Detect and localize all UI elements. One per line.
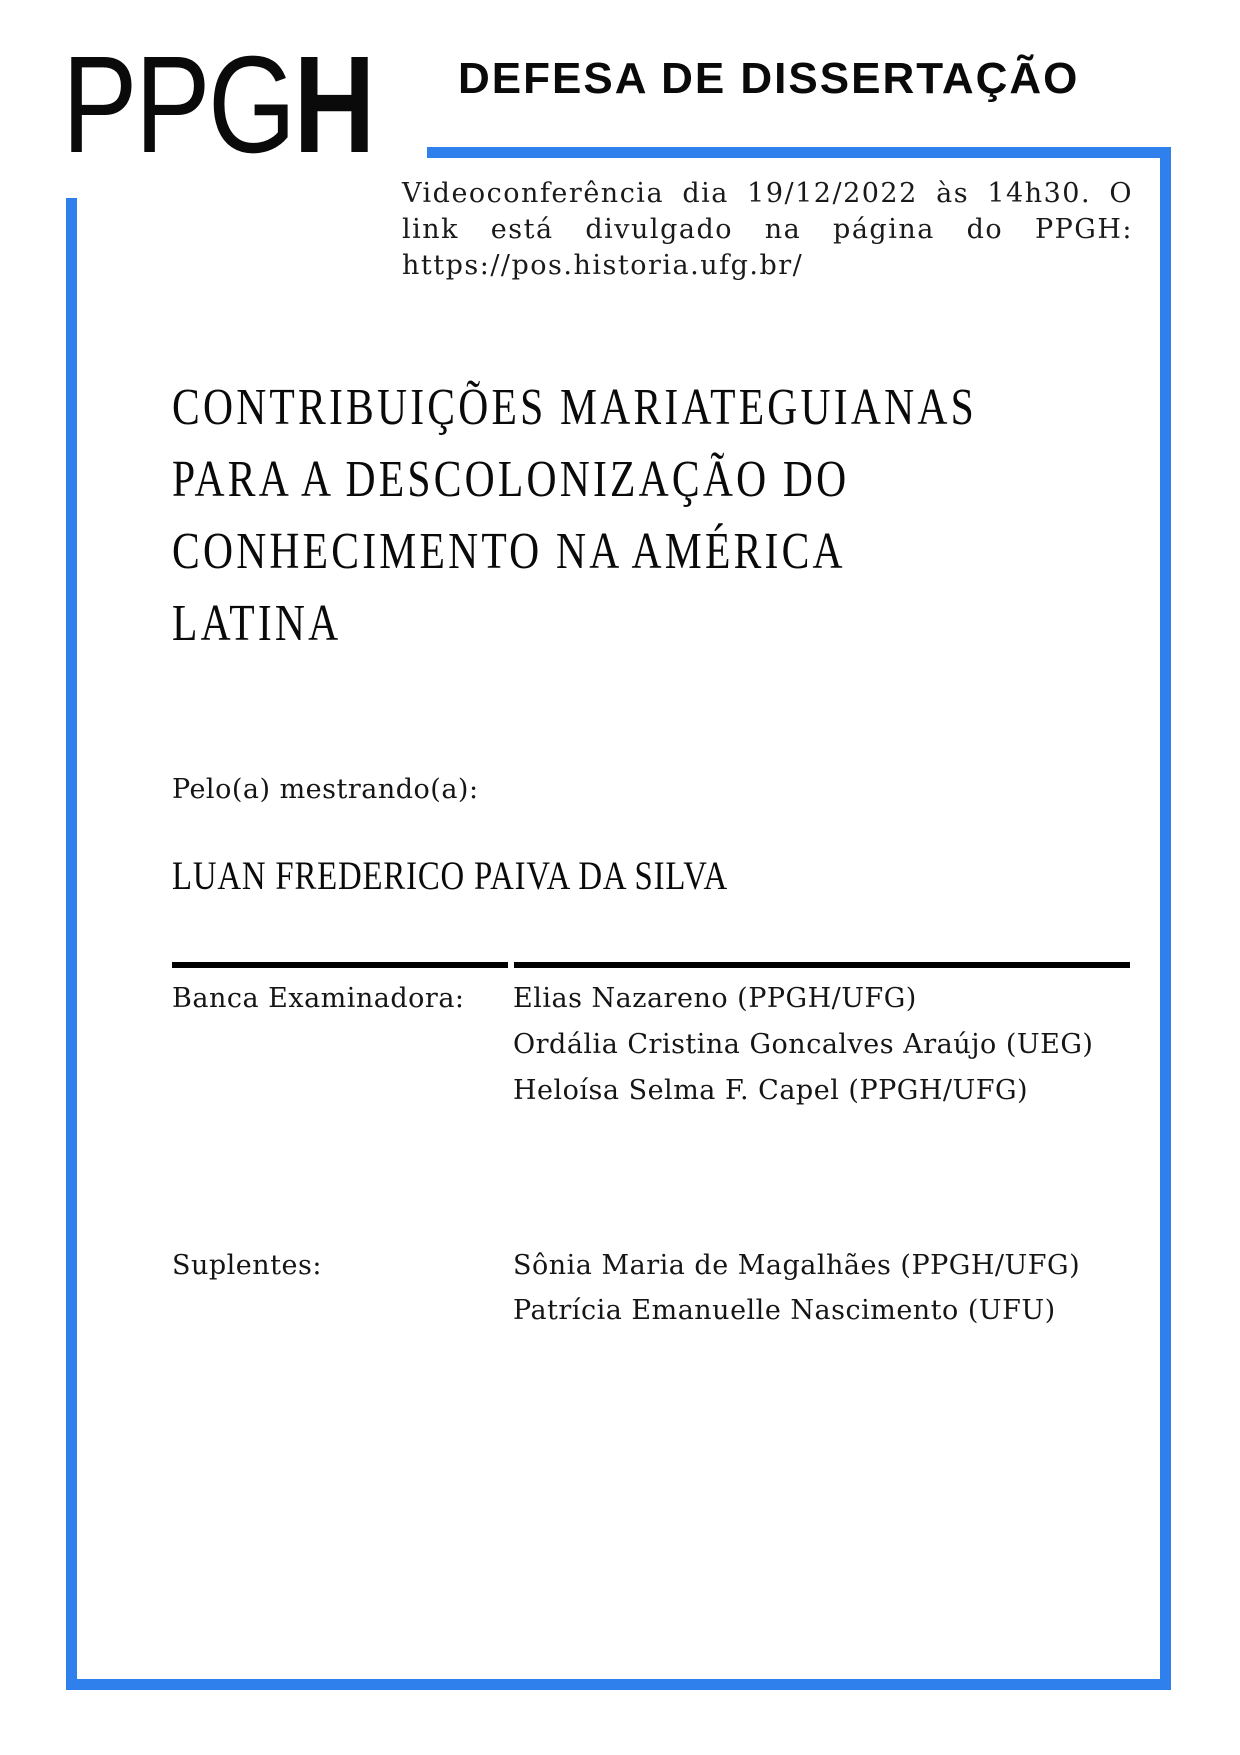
divider-rule-left bbox=[172, 962, 508, 968]
dissertation-title bbox=[172, 372, 977, 660]
dissertation-title-line: CONHECIMENTO NA AMÉRICA bbox=[172, 523, 846, 580]
frame-bottom-bar bbox=[66, 1679, 1171, 1690]
frame-left-bar bbox=[66, 198, 77, 1690]
divider-rule-right bbox=[514, 962, 1130, 968]
frame-top-bar bbox=[427, 147, 1171, 158]
announcement-line: Videoconferência dia 19/12/2022 às 14h30. O bbox=[402, 178, 1133, 209]
committee-label: Banca Examinadora: bbox=[172, 983, 465, 1014]
dissertation-title-line: LATINA bbox=[172, 595, 342, 652]
dissertation-title-line: CONTRIBUIÇÕES MARIATEGUIANAS bbox=[172, 379, 977, 436]
presenter-name: LUAN FREDERICO PAIVA DA SILVA bbox=[172, 853, 728, 898]
substitutes-label: Suplentes: bbox=[172, 1250, 322, 1281]
videoconference-announcement bbox=[402, 176, 1133, 284]
substitute-member: Sônia Maria de Magalhães (PPGH/UFG) bbox=[513, 1250, 1081, 1281]
committee-members bbox=[513, 976, 1093, 1114]
committee-member: Ordália Cristina Goncalves Araújo (UEG) bbox=[513, 1029, 1094, 1060]
dissertation-title-line: PARA A DESCOLONIZAÇÃO DO bbox=[172, 451, 850, 508]
presenter-label: Pelo(a) mestrando(a): bbox=[172, 774, 479, 805]
ppgh-logo bbox=[62, 28, 373, 182]
announcement-url: https://pos.historia.ufg.br/ bbox=[402, 250, 804, 281]
announcement-line: link está divulgado na página do PPGH: bbox=[402, 214, 1133, 245]
substitutes-members bbox=[513, 1243, 1080, 1333]
substitute-member: Patrícia Emanuelle Nascimento (UFU) bbox=[513, 1295, 1056, 1326]
event-title: DEFESA DE DISSERTAÇÃO bbox=[458, 54, 1080, 103]
ppgh-logo-light: PPG bbox=[62, 28, 294, 182]
committee-member: Elias Nazareno (PPGH/UFG) bbox=[513, 983, 917, 1014]
committee-member: Heloísa Selma F. Capel (PPGH/UFG) bbox=[513, 1075, 1029, 1106]
frame-right-bar bbox=[1160, 147, 1171, 1690]
ppgh-logo-bold: H bbox=[293, 28, 373, 182]
